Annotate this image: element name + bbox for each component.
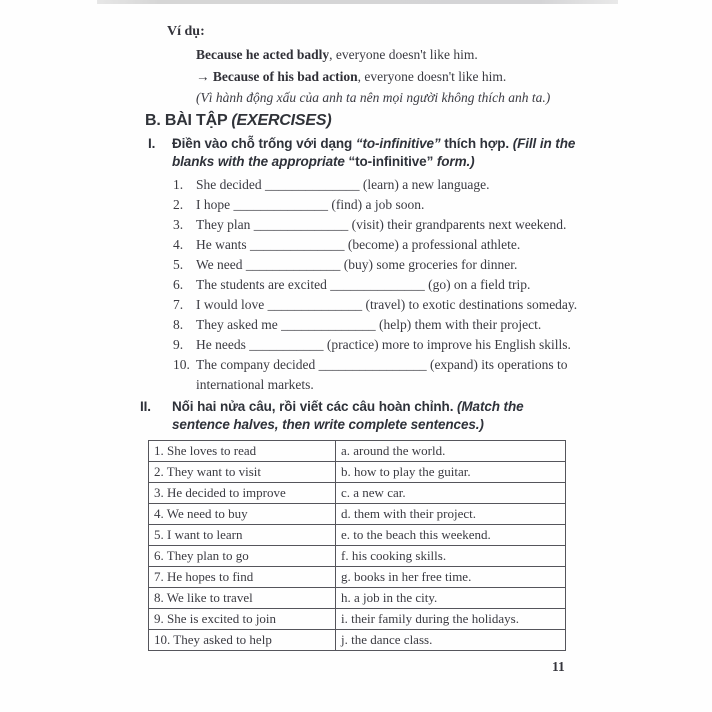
match-right-cell: j. the dance class. [336,630,566,651]
table-row [149,504,566,525]
match-left-cell: 1. She loves to read [149,441,336,462]
fill-item-text: I would love ______________ (travel) to exotic destinations someday. [196,297,578,312]
fill-item [173,215,596,235]
page-number: 11 [552,659,565,674]
fill-item-text: I hope ______________ (find) a job soon. [196,197,425,212]
example-block [167,24,597,106]
fill-item-number: 5. [173,257,184,272]
fill-item [173,315,596,335]
match-right-cell: i. their family during the holidays. [336,609,566,630]
exercise-1-title-term-1: “to-infinitive” [355,136,441,151]
exercise-2-heading [140,398,576,434]
example-sentence-1-bold: Because he acted badly [196,47,330,62]
fill-item-text: He wants ______________ (become) a professional athlete. [196,237,521,252]
fill-item [173,295,596,315]
match-left-cell: 5. I want to learn [149,525,336,546]
exercise-1-numeral: I. [148,136,156,151]
exercise-1-title-en-2: form.) [433,154,475,169]
match-left-cell: 9. She is excited to join [149,609,336,630]
section-b-label: B. BÀI TẬP [145,112,232,129]
fill-in-blanks-list [173,175,596,395]
fill-item [173,235,596,255]
table-row [149,441,566,462]
fill-item-text: The company decided ________________ (expand) its operations to international markets. [196,357,568,392]
example-lines [196,47,597,106]
example-sentence-2-bold: → Because of his bad action [196,69,358,84]
exercise-2-title-vi: Nối hai nửa câu, rồi viết các câu hoàn chỉnh. [172,399,457,414]
example-sentence-1 [196,47,597,63]
fill-item-text: We need ______________ (buy) some groceries for dinner. [196,257,518,272]
match-right-cell: c. a new car. [336,483,566,504]
fill-item-number: 6. [173,277,184,292]
fill-item [173,175,596,195]
fill-item-text: They asked me ______________ (help) them with their project. [196,317,542,332]
fill-item-text: They plan ______________ (visit) their grandparents next weekend. [196,217,567,232]
section-b-heading [145,112,331,130]
fill-item [173,355,596,395]
exercise-1-heading [148,135,576,171]
table-row [149,525,566,546]
example-translation: (Vì hành động xấu của anh ta nên mọi người không thích anh ta.) [196,90,551,105]
fill-item-number: 9. [173,337,184,352]
example-sentence-2 [196,69,597,85]
match-right-cell: e. to the beach this weekend. [336,525,566,546]
match-left-cell: 8. We like to travel [149,588,336,609]
match-right-cell: h. a job in the city. [336,588,566,609]
fill-item [173,275,596,295]
exercise-1-title-vi-2: thích hợp. [440,136,513,151]
fill-item-number: 10. [173,357,190,372]
match-right-cell: f. his cooking skills. [336,546,566,567]
page-top-edge [97,0,618,4]
fill-item-number: 4. [173,237,184,252]
match-left-cell: 4. We need to buy [149,504,336,525]
fill-item-text: The students are excited ______________ (go) on a field trip. [196,277,531,292]
fill-item-number: 8. [173,317,184,332]
table-row [149,462,566,483]
match-left-cell: 6. They plan to go [149,546,336,567]
match-left-cell: 3. He decided to improve [149,483,336,504]
table-row [149,609,566,630]
fill-item-text: She decided ______________ (learn) a new language. [196,177,490,192]
fill-item-number: 3. [173,217,184,232]
example-sentence-1-rest: , everyone doesn't like him. [329,47,478,62]
exercise-1-title [172,135,576,171]
fill-item [173,195,596,215]
section-b-label-italic: (EXERCISES) [231,112,332,129]
exercise-2-title-en: (Match the sentence halves, then write complete sentences.) [172,399,524,432]
fill-item-number: 2. [173,197,184,212]
match-right-cell: a. around the world. [336,441,566,462]
exercise-1-title-vi-1: Điền vào chỗ trống với dạng [172,136,356,151]
example-sentence-2-rest: , everyone doesn't like him. [357,69,507,84]
fill-item-number: 1. [173,177,184,192]
matching-table [148,440,566,651]
match-left-cell: 2. They want to visit [149,462,336,483]
example-label: Ví dụ: [167,24,205,39]
exercise-1-title-term-2: “to-infinitive” [348,154,434,169]
fill-item [173,255,596,275]
exercise-2-numeral: II. [140,399,151,414]
exercise-2-title [172,398,576,434]
match-left-cell: 10. They asked to help [149,630,336,651]
fill-item [173,335,596,355]
table-row [149,546,566,567]
table-row [149,588,566,609]
exercise-1-title-en-1: (Fill in the blanks with the appropriate [172,136,576,169]
table-row [149,567,566,588]
match-right-cell: d. them with their project. [336,504,566,525]
match-right-cell: g. books in her free time. [336,567,566,588]
match-right-cell: b. how to play the guitar. [336,462,566,483]
table-row [149,483,566,504]
table-row [149,630,566,651]
fill-item-number: 7. [173,297,184,312]
fill-item-text: He needs ___________ (practice) more to improve his English skills. [196,337,571,352]
match-left-cell: 7. He hopes to find [149,567,336,588]
